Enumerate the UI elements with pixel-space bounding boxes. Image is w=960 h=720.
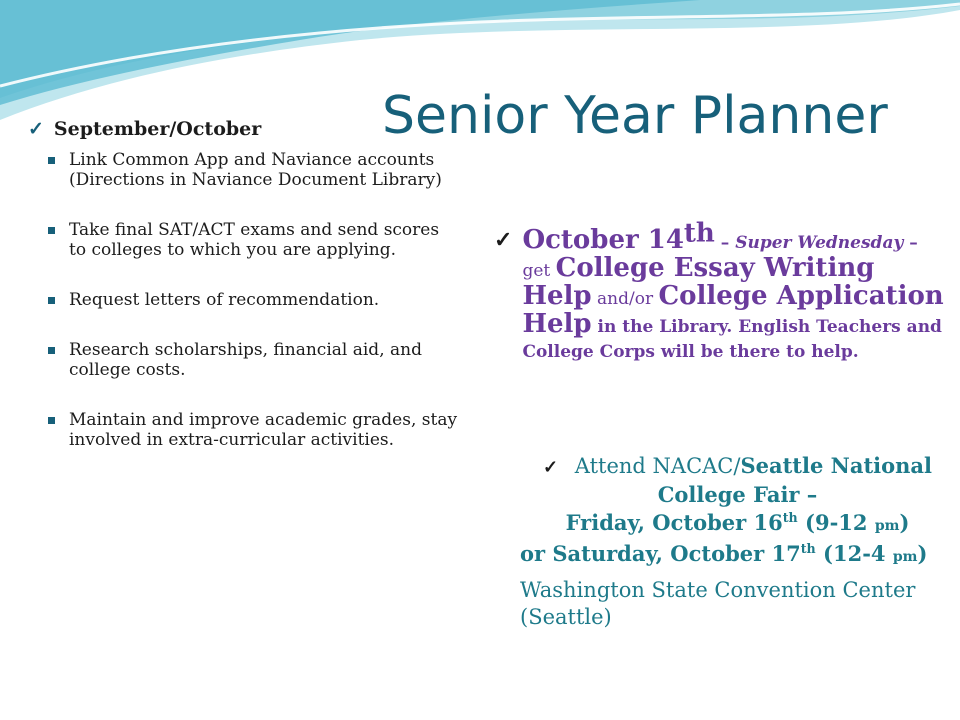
- fair-friday: Friday, October 16th (9-12 pm): [565, 510, 910, 535]
- september-october-section: [28, 118, 458, 480]
- check-icon: ✓: [28, 118, 44, 140]
- application-help: College Application Help: [522, 281, 944, 339]
- fair-saturday: or Saturday, October 17th (12-4 pm): [520, 541, 928, 566]
- super-wednesday-section: [494, 218, 944, 365]
- section-heading: [28, 118, 458, 140]
- square-bullet-icon: [48, 417, 55, 424]
- list-item-text: Maintain and improve academic grades, stay involved in extra-curricular activities.: [69, 410, 458, 450]
- square-bullet-icon: [48, 297, 55, 304]
- list-item-text: Link Common App and Naviance accounts (Directions in Naviance Document Library): [69, 150, 442, 190]
- list-item: [48, 220, 458, 260]
- square-bullet-icon: [48, 157, 55, 164]
- page-title: Senior Year Planner: [382, 86, 888, 146]
- college-fair-section: [520, 452, 955, 631]
- list-item: [48, 290, 458, 310]
- list-item-text: Take final SAT/ACT exams and send scores to colleges to which you are applying.: [69, 220, 440, 260]
- event-name: Super Wednesday: [735, 233, 904, 253]
- list-item-text: Research scholarships, financial aid, and college costs.: [69, 340, 422, 380]
- square-bullet-icon: [48, 227, 55, 234]
- fair-venue: Washington State Convention Center (Seattle): [520, 578, 916, 629]
- essay-help: College Essay Writing Help: [522, 253, 875, 311]
- fair-name: Seattle National College Fair –: [657, 453, 932, 507]
- task-list: [48, 150, 458, 450]
- check-icon: ✓: [494, 227, 513, 253]
- list-item-text: Request letters of recommendation.: [69, 290, 380, 310]
- square-bullet-icon: [48, 347, 55, 354]
- section-heading-label: September/October: [53, 118, 262, 140]
- event-date: October 14: [522, 225, 684, 255]
- check-icon: ✓: [543, 457, 559, 478]
- super-wednesday-text: October 14th – Super Wednesday – get College Essay Writing Help and/or College Application Help in the Library. English Teachers and College Corps will be there to help.: [522, 218, 944, 362]
- list-item: [48, 410, 458, 450]
- list-item: [48, 340, 458, 380]
- list-item: [48, 150, 458, 190]
- fair-heading: ✓ Attend NACAC/Seattle National College Fair –: [543, 453, 932, 507]
